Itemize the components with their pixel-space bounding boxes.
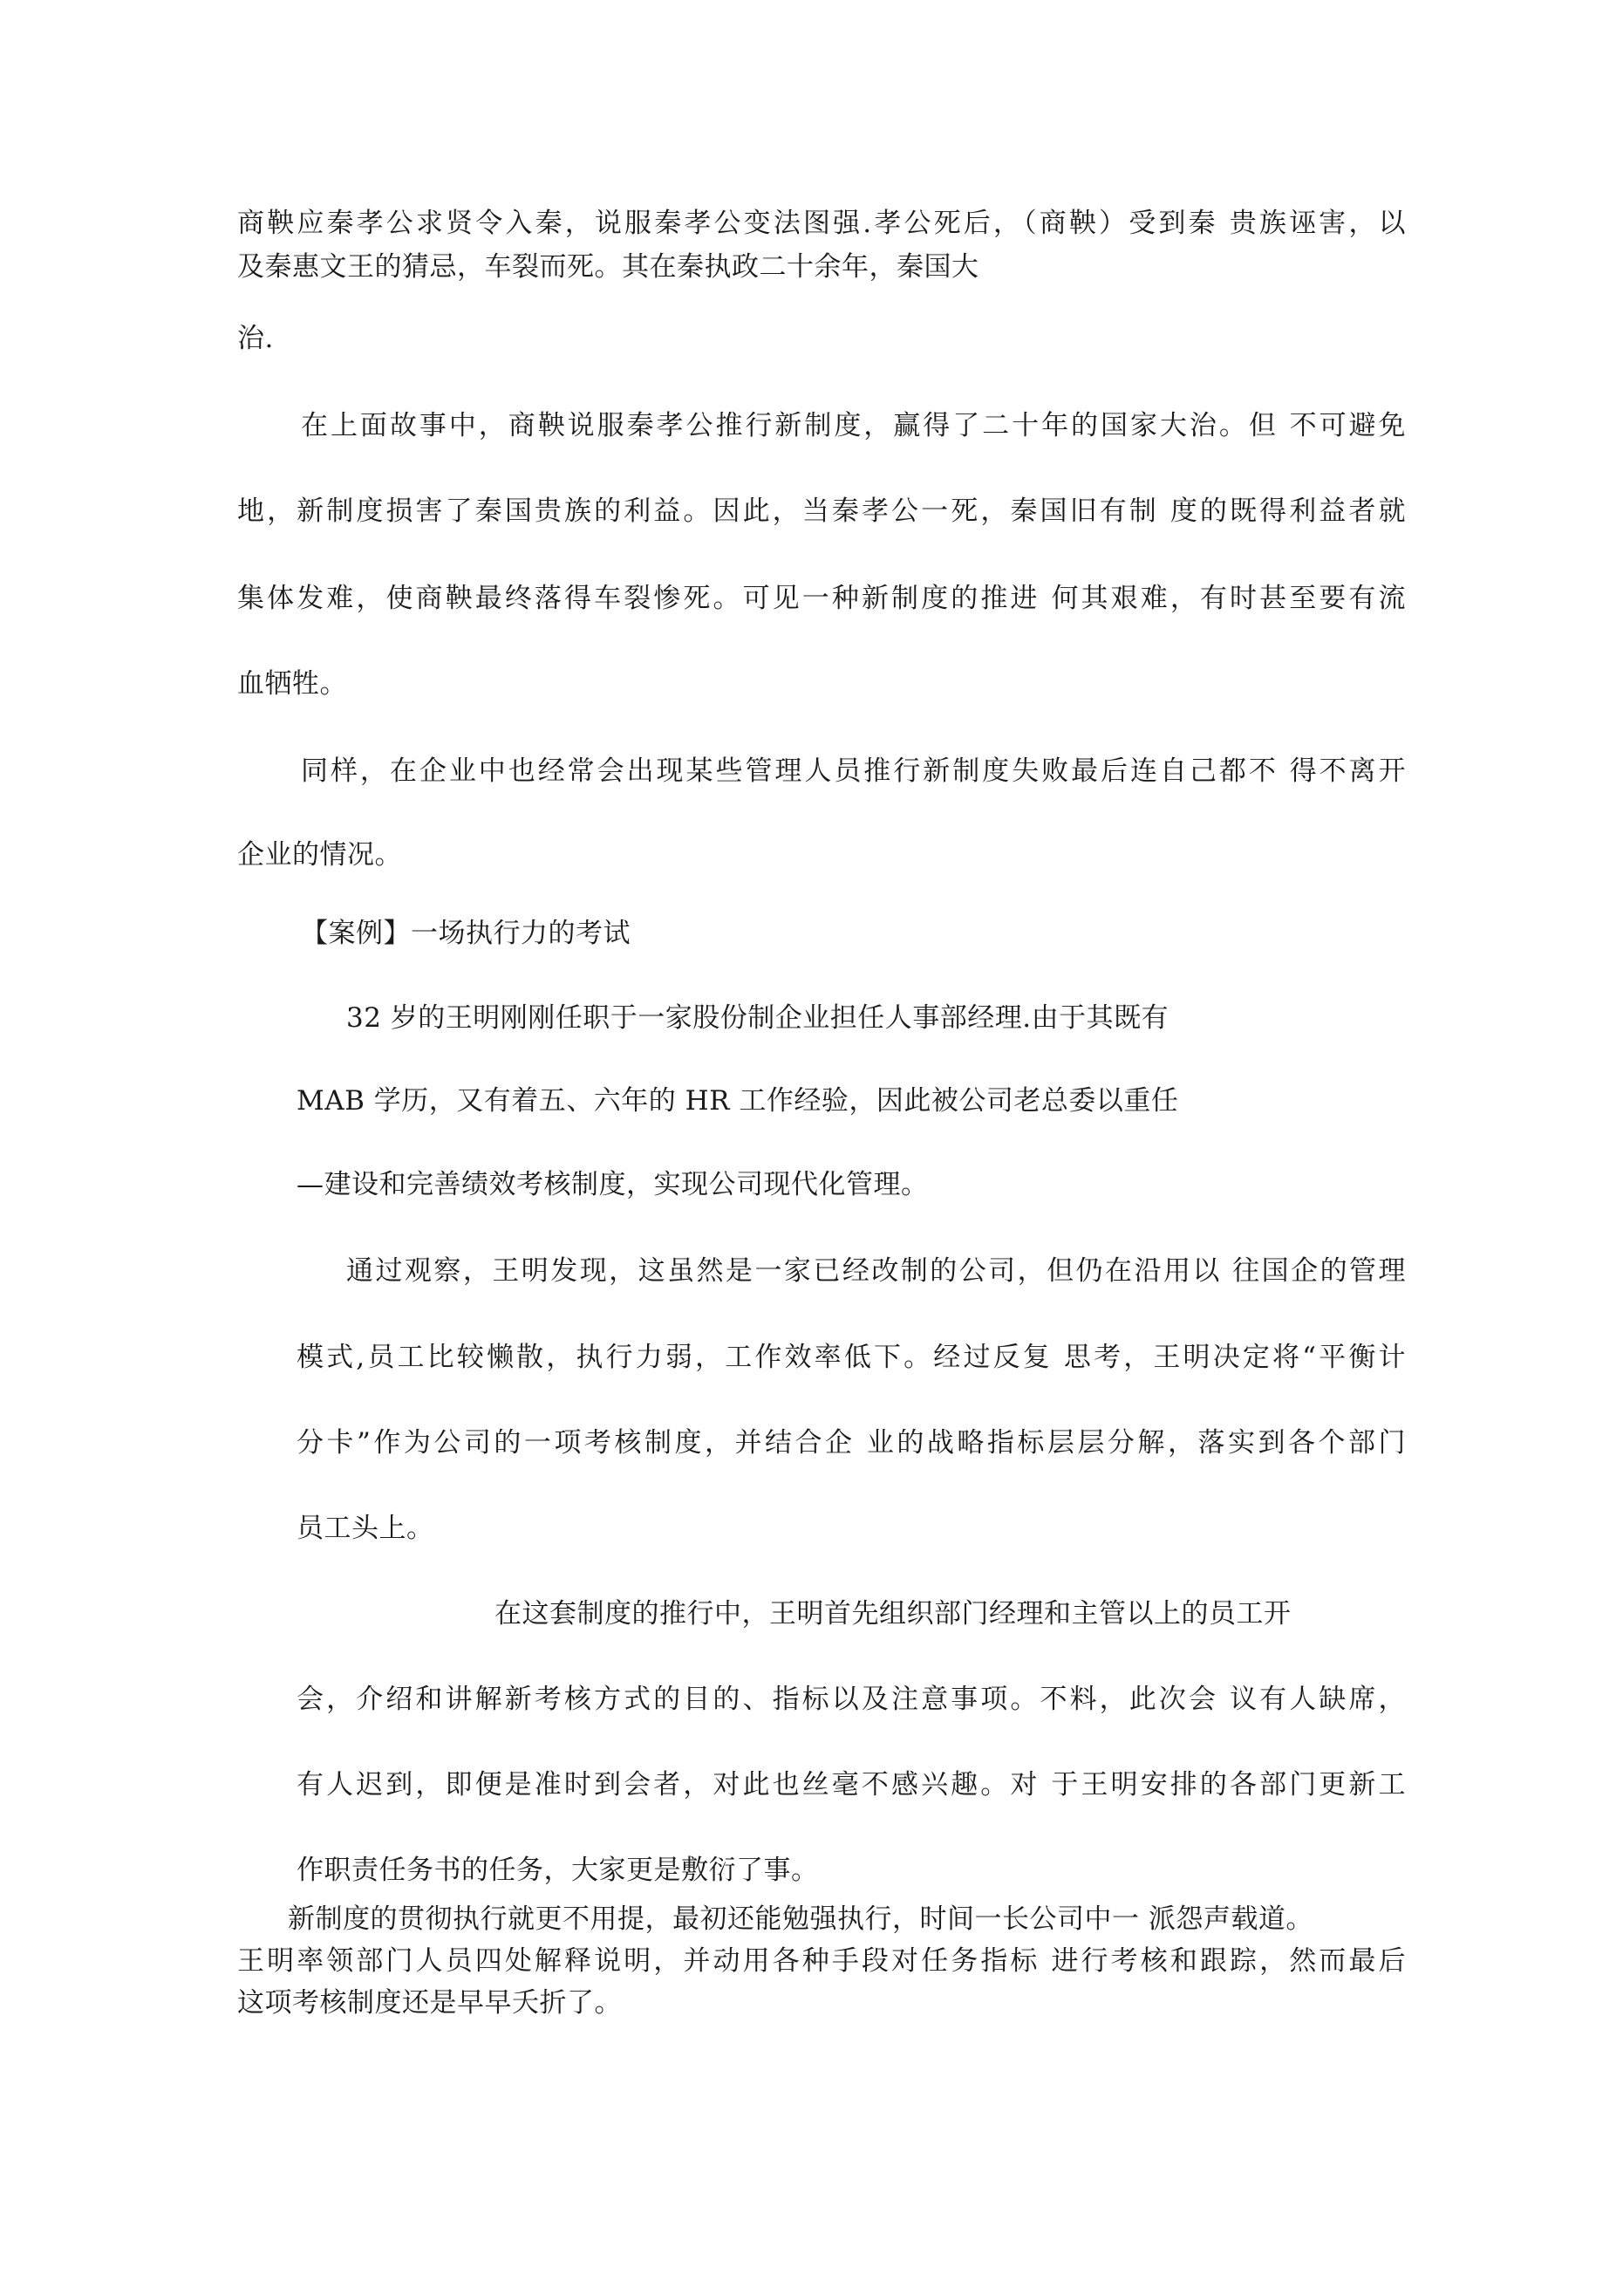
text-line: 员工头上。 bbox=[297, 1513, 434, 1544]
case-heading: 【案例】一场执行力的考试 bbox=[301, 918, 631, 949]
text-line: 集体发难，使商鞅最终落得车裂惨死。可见一种新制度的推进 何其艰难，有时甚至要有流 bbox=[237, 583, 1406, 614]
text-line: 分卡”作为公司的一项考核制度，并结合企 业的战略指标层层分解，落实到各个部门 bbox=[297, 1427, 1406, 1459]
text-line: 企业的情况。 bbox=[237, 839, 402, 871]
text-line: 治. bbox=[237, 323, 274, 354]
text-line: 通过观察，王明发现，这虽然是一家已经改制的公司，但仍在沿用以 往国企的管理 bbox=[346, 1255, 1406, 1287]
text-line: 在上面故事中，商鞅说服秦孝公推行新制度，赢得了二十年的国家大治。但 不可避免 bbox=[301, 410, 1406, 441]
text-line: 这项考核制度还是早早夭折了。 bbox=[237, 1987, 622, 2019]
text-line: 模式,员工比较懒散，执行力弱，工作效率低下。经过反复 思考，王明决定将“平衡计 bbox=[297, 1342, 1406, 1373]
text-line: 新制度的贯彻执行就更不用提，最初还能勉强执行，时间一长公司中一 派怨声载道。 bbox=[288, 1903, 1313, 1935]
text-line: 地，新制度损害了秦国贵族的利益。因此，当秦孝公一死，秦国旧有制 度的既得利益者就 bbox=[237, 495, 1406, 527]
text-line: 32 岁的王明刚刚任职于一家股份制企业担任人事部经理.由于其既有 bbox=[346, 1002, 1170, 1034]
text-line: 及秦惠文王的猜忌，车裂而死。其在秦执政二十余年，秦国大 bbox=[237, 251, 979, 283]
text-line: 会，介绍和讲解新考核方式的目的、指标以及注意事项。不料，此次会 议有人缺席， bbox=[297, 1684, 1406, 1715]
text-line: 在这套制度的推行中，王明首先组织部门经理和主管以上的员工开 bbox=[494, 1598, 1292, 1630]
text-line: 王明率领部门人员四处解释说明，并动用各种手段对任务指标 进行考核和跟踪，然而最后 bbox=[237, 1945, 1406, 1977]
text-line: —建设和完善绩效考核制度，实现公司现代化管理。 bbox=[297, 1169, 929, 1200]
text-line: 血牺牲。 bbox=[237, 668, 347, 700]
text-line: 作职责任务书的任务，大家更是敷衍了事。 bbox=[297, 1855, 819, 1886]
text-line: 有人迟到，即便是准时到会者，对此也丝毫不感兴趣。对 于王明安排的各部门更新工 bbox=[297, 1769, 1406, 1801]
text-line: 商鞅应秦孝公求贤令入秦，说服秦孝公变法图强.孝公死后，（商鞅）受到秦 贵族诬害，以 bbox=[237, 208, 1406, 239]
text-line: MAB 学历，又有着五、六年的 HR 工作经验，因此被公司老总委以重任 bbox=[297, 1085, 1179, 1117]
text-line: 同样，在企业中也经常会出现某些管理人员推行新制度失败最后连自己都不 得不离开 bbox=[301, 755, 1406, 787]
